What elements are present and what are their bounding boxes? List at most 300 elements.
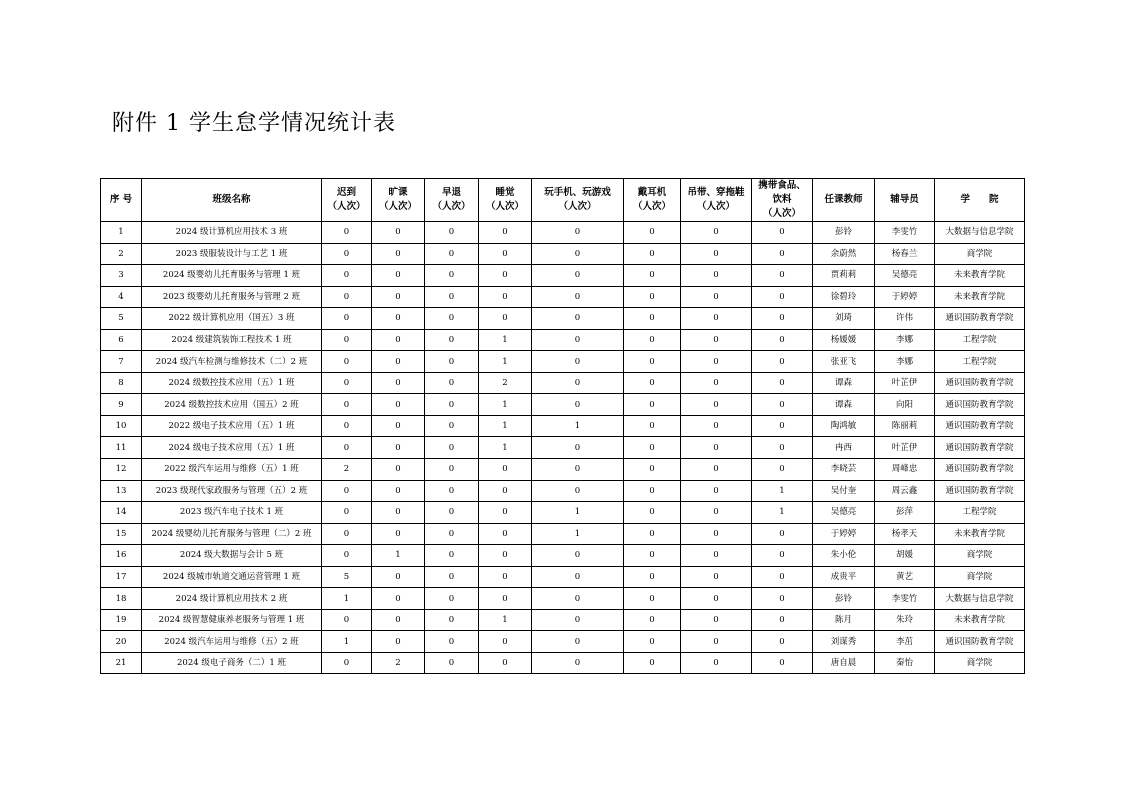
cell-col-early-leave: 0 (425, 459, 479, 481)
cell-col-counselor: 陈丽莉 (875, 415, 935, 437)
cell-col-attire: 0 (681, 222, 752, 244)
cell-col-late: 0 (322, 545, 372, 567)
cell-col-attire: 0 (681, 459, 752, 481)
cell-col-late: 0 (322, 286, 372, 308)
cell-col-food-drink: 0 (752, 351, 813, 373)
cell-col-seq: 9 (101, 394, 142, 416)
cell-col-class-name: 2024 级城市轨道交通运营管理 1 班 (142, 566, 322, 588)
cell-col-seq: 17 (101, 566, 142, 588)
cell-col-early-leave: 0 (425, 394, 479, 416)
cell-col-earphones: 0 (624, 351, 681, 373)
cell-col-teacher: 刘琦 (813, 308, 875, 330)
cell-col-food-drink: 0 (752, 545, 813, 567)
header-col-sleep: 睡觉 （人次） (479, 179, 532, 222)
cell-col-early-leave: 0 (425, 652, 479, 674)
cell-col-college: 通识国防教育学院 (935, 631, 1025, 653)
cell-col-food-drink: 0 (752, 609, 813, 631)
cell-col-late: 0 (322, 265, 372, 287)
cell-col-food-drink: 0 (752, 394, 813, 416)
cell-col-early-leave: 0 (425, 351, 479, 373)
cell-col-earphones: 0 (624, 394, 681, 416)
cell-col-early-leave: 0 (425, 588, 479, 610)
cell-col-college: 商学院 (935, 566, 1025, 588)
cell-col-college: 通识国防教育学院 (935, 372, 1025, 394)
cell-col-earphones: 0 (624, 265, 681, 287)
cell-col-teacher: 刘谋秀 (813, 631, 875, 653)
cell-col-earphones: 0 (624, 372, 681, 394)
cell-col-sleep: 1 (479, 351, 532, 373)
cell-col-absent: 0 (372, 631, 425, 653)
cell-col-food-drink: 0 (752, 265, 813, 287)
cell-col-late: 0 (322, 308, 372, 330)
cell-col-attire: 0 (681, 523, 752, 545)
cell-col-counselor: 吴德亮 (875, 265, 935, 287)
header-col-food-drink: 携带食品、 饮料 （人次） (752, 179, 813, 222)
cell-col-late: 0 (322, 415, 372, 437)
cell-col-early-leave: 0 (425, 329, 479, 351)
cell-col-food-drink: 1 (752, 502, 813, 524)
cell-col-teacher: 张亚飞 (813, 351, 875, 373)
cell-col-class-name: 2024 级汽车运用与维修（五）2 班 (142, 631, 322, 653)
cell-col-phone-game: 0 (532, 329, 624, 351)
header-col-counselor: 辅导员 (875, 179, 935, 222)
cell-col-late: 0 (322, 480, 372, 502)
cell-col-earphones: 0 (624, 631, 681, 653)
cell-col-attire: 0 (681, 286, 752, 308)
cell-col-phone-game: 0 (532, 631, 624, 653)
cell-col-college: 商学院 (935, 243, 1025, 265)
cell-col-attire: 0 (681, 415, 752, 437)
cell-col-class-name: 2022 级计算机应用（国五）3 班 (142, 308, 322, 330)
table-row (101, 609, 1025, 631)
header-col-early-leave: 早退 （人次） (425, 179, 479, 222)
cell-col-seq: 13 (101, 480, 142, 502)
cell-col-class-name: 2023 级婴幼儿托育服务与管理 2 班 (142, 286, 322, 308)
cell-col-counselor: 朱玲 (875, 609, 935, 631)
cell-col-counselor: 周峰忠 (875, 459, 935, 481)
cell-col-early-leave: 0 (425, 243, 479, 265)
cell-col-teacher: 贾莉莉 (813, 265, 875, 287)
header-col-absent: 旷课 （人次） (372, 179, 425, 222)
cell-col-seq: 21 (101, 652, 142, 674)
cell-col-sleep: 0 (479, 265, 532, 287)
cell-col-college: 通识国防教育学院 (935, 437, 1025, 459)
cell-col-absent: 0 (372, 243, 425, 265)
cell-col-late: 0 (322, 502, 372, 524)
table-row (101, 308, 1025, 330)
table-row (101, 437, 1025, 459)
header-col-late: 迟到 （人次） (322, 179, 372, 222)
cell-col-class-name: 2024 级大数据与会计 5 班 (142, 545, 322, 567)
cell-col-attire: 0 (681, 372, 752, 394)
cell-col-earphones: 0 (624, 609, 681, 631)
cell-col-college: 工程学院 (935, 502, 1025, 524)
cell-col-absent: 0 (372, 222, 425, 244)
cell-col-phone-game: 0 (532, 222, 624, 244)
table-row (101, 265, 1025, 287)
table-row (101, 286, 1025, 308)
cell-col-teacher: 徐碧玲 (813, 286, 875, 308)
cell-col-sleep: 0 (479, 566, 532, 588)
cell-col-earphones: 0 (624, 437, 681, 459)
cell-col-phone-game: 0 (532, 243, 624, 265)
cell-col-sleep: 1 (479, 437, 532, 459)
cell-col-counselor: 李娜 (875, 329, 935, 351)
cell-col-late: 5 (322, 566, 372, 588)
cell-col-class-name: 2024 级建筑装饰工程技术 1 班 (142, 329, 322, 351)
cell-col-class-name: 2023 级服装设计与工艺 1 班 (142, 243, 322, 265)
cell-col-counselor: 李雯竹 (875, 222, 935, 244)
table-row (101, 329, 1025, 351)
cell-col-attire: 0 (681, 588, 752, 610)
cell-col-late: 0 (322, 394, 372, 416)
header-col-teacher: 任课教师 (813, 179, 875, 222)
cell-col-phone-game: 0 (532, 286, 624, 308)
cell-col-seq: 5 (101, 308, 142, 330)
cell-col-teacher: 冉西 (813, 437, 875, 459)
cell-col-attire: 0 (681, 265, 752, 287)
cell-col-absent: 0 (372, 437, 425, 459)
cell-col-early-leave: 0 (425, 308, 479, 330)
cell-col-phone-game: 0 (532, 437, 624, 459)
cell-col-sleep: 0 (479, 459, 532, 481)
cell-col-earphones: 0 (624, 329, 681, 351)
cell-col-absent: 0 (372, 286, 425, 308)
cell-col-teacher: 彭铃 (813, 222, 875, 244)
cell-col-early-leave: 0 (425, 566, 479, 588)
cell-col-earphones: 0 (624, 243, 681, 265)
table-row (101, 243, 1025, 265)
cell-col-earphones: 0 (624, 459, 681, 481)
stats-table (100, 178, 1025, 674)
cell-col-sleep: 1 (479, 394, 532, 416)
cell-col-absent: 0 (372, 459, 425, 481)
cell-col-college: 大数据与信息学院 (935, 222, 1025, 244)
cell-col-college: 通识国防教育学院 (935, 459, 1025, 481)
header-col-phone-game: 玩手机、玩游戏 （人次） (532, 179, 624, 222)
cell-col-earphones: 0 (624, 502, 681, 524)
cell-col-phone-game: 0 (532, 308, 624, 330)
cell-col-attire: 0 (681, 480, 752, 502)
cell-col-early-leave: 0 (425, 222, 479, 244)
cell-col-class-name: 2024 级数控技术应用（五）1 班 (142, 372, 322, 394)
cell-col-college: 通识国防教育学院 (935, 394, 1025, 416)
cell-col-seq: 12 (101, 459, 142, 481)
cell-col-class-name: 2024 级电子商务（二）1 班 (142, 652, 322, 674)
cell-col-late: 0 (322, 243, 372, 265)
cell-col-college: 未来教育学院 (935, 609, 1025, 631)
cell-col-food-drink: 0 (752, 523, 813, 545)
cell-col-class-name: 2024 级汽车检测与维修技术（二）2 班 (142, 351, 322, 373)
table-row (101, 222, 1025, 244)
cell-col-food-drink: 0 (752, 329, 813, 351)
cell-col-absent: 0 (372, 502, 425, 524)
cell-col-college: 未来教育学院 (935, 523, 1025, 545)
cell-col-seq: 16 (101, 545, 142, 567)
cell-col-food-drink: 1 (752, 480, 813, 502)
cell-col-early-leave: 0 (425, 480, 479, 502)
cell-col-sleep: 0 (479, 545, 532, 567)
cell-col-absent: 0 (372, 308, 425, 330)
cell-col-early-leave: 0 (425, 437, 479, 459)
cell-col-counselor: 向阳 (875, 394, 935, 416)
cell-col-phone-game: 0 (532, 372, 624, 394)
cell-col-early-leave: 0 (425, 631, 479, 653)
cell-col-teacher: 成贵平 (813, 566, 875, 588)
cell-col-food-drink: 0 (752, 415, 813, 437)
table-row (101, 415, 1025, 437)
cell-col-attire: 0 (681, 351, 752, 373)
cell-col-counselor: 杨春兰 (875, 243, 935, 265)
cell-col-phone-game: 0 (532, 566, 624, 588)
cell-col-counselor: 许伟 (875, 308, 935, 330)
cell-col-attire: 0 (681, 394, 752, 416)
cell-col-class-name: 2024 级电子技术应用（五）1 班 (142, 437, 322, 459)
cell-col-early-leave: 0 (425, 415, 479, 437)
table-body (101, 222, 1025, 674)
cell-col-absent: 0 (372, 372, 425, 394)
cell-col-earphones: 0 (624, 652, 681, 674)
cell-col-sleep: 1 (479, 609, 532, 631)
cell-col-class-name: 2024 级智慧健康养老服务与管理 1 班 (142, 609, 322, 631)
cell-col-college: 未来教育学院 (935, 265, 1025, 287)
cell-col-earphones: 0 (624, 566, 681, 588)
cell-col-food-drink: 0 (752, 652, 813, 674)
cell-col-seq: 18 (101, 588, 142, 610)
cell-col-food-drink: 0 (752, 286, 813, 308)
cell-col-seq: 2 (101, 243, 142, 265)
cell-col-teacher: 余蔚然 (813, 243, 875, 265)
cell-col-phone-game: 0 (532, 459, 624, 481)
cell-col-earphones: 0 (624, 415, 681, 437)
cell-col-teacher: 彭铃 (813, 588, 875, 610)
cell-col-phone-game: 1 (532, 415, 624, 437)
cell-col-counselor: 李茁 (875, 631, 935, 653)
cell-col-late: 1 (322, 631, 372, 653)
cell-col-counselor: 周云鑫 (875, 480, 935, 502)
cell-col-class-name: 2023 级现代家政服务与管理（五）2 班 (142, 480, 322, 502)
cell-col-late: 0 (322, 329, 372, 351)
cell-col-earphones: 0 (624, 308, 681, 330)
cell-col-college: 大数据与信息学院 (935, 588, 1025, 610)
cell-col-teacher: 谭森 (813, 394, 875, 416)
cell-col-food-drink: 0 (752, 631, 813, 653)
cell-col-food-drink: 0 (752, 588, 813, 610)
cell-col-early-leave: 0 (425, 372, 479, 394)
cell-col-sleep: 0 (479, 631, 532, 653)
cell-col-seq: 19 (101, 609, 142, 631)
cell-col-class-name: 2023 级汽车电子技术 1 班 (142, 502, 322, 524)
cell-col-class-name: 2022 级汽车运用与维修（五）1 班 (142, 459, 322, 481)
cell-col-sleep: 0 (479, 243, 532, 265)
cell-col-teacher: 谭森 (813, 372, 875, 394)
cell-col-seq: 4 (101, 286, 142, 308)
cell-col-absent: 0 (372, 566, 425, 588)
cell-col-late: 0 (322, 523, 372, 545)
cell-col-seq: 6 (101, 329, 142, 351)
cell-col-seq: 10 (101, 415, 142, 437)
cell-col-seq: 1 (101, 222, 142, 244)
cell-col-earphones: 0 (624, 222, 681, 244)
cell-col-college: 通识国防教育学院 (935, 308, 1025, 330)
cell-col-teacher: 李晓芸 (813, 459, 875, 481)
cell-col-sleep: 0 (479, 523, 532, 545)
cell-col-absent: 1 (372, 545, 425, 567)
cell-col-food-drink: 0 (752, 459, 813, 481)
cell-col-sleep: 0 (479, 222, 532, 244)
cell-col-early-leave: 0 (425, 286, 479, 308)
cell-col-counselor: 李雯竹 (875, 588, 935, 610)
header-col-attire: 吊带、穿拖鞋 （人次） (681, 179, 752, 222)
cell-col-late: 1 (322, 588, 372, 610)
cell-col-seq: 3 (101, 265, 142, 287)
cell-col-teacher: 朱小伦 (813, 545, 875, 567)
table-row (101, 588, 1025, 610)
cell-col-college: 商学院 (935, 652, 1025, 674)
cell-col-sleep: 0 (479, 308, 532, 330)
cell-col-sleep: 1 (479, 415, 532, 437)
cell-col-food-drink: 0 (752, 437, 813, 459)
cell-col-class-name: 2024 级婴幼儿托育服务与管理 1 班 (142, 265, 322, 287)
cell-col-teacher: 陶鸿敏 (813, 415, 875, 437)
cell-col-phone-game: 0 (532, 609, 624, 631)
cell-col-late: 0 (322, 222, 372, 244)
cell-col-attire: 0 (681, 631, 752, 653)
cell-col-late: 0 (322, 372, 372, 394)
cell-col-phone-game: 0 (532, 652, 624, 674)
cell-col-counselor: 胡媛 (875, 545, 935, 567)
cell-col-seq: 8 (101, 372, 142, 394)
table-row (101, 545, 1025, 567)
cell-col-attire: 0 (681, 566, 752, 588)
cell-col-earphones: 0 (624, 286, 681, 308)
cell-col-teacher: 杨媛媛 (813, 329, 875, 351)
cell-col-phone-game: 0 (532, 480, 624, 502)
cell-col-teacher: 于婷婷 (813, 523, 875, 545)
table-row (101, 652, 1025, 674)
cell-col-earphones: 0 (624, 523, 681, 545)
cell-col-attire: 0 (681, 609, 752, 631)
table-header-row (101, 179, 1025, 222)
cell-col-absent: 0 (372, 265, 425, 287)
cell-col-late: 0 (322, 652, 372, 674)
cell-col-class-name: 2024 级数控技术应用（国五）2 班 (142, 394, 322, 416)
cell-col-early-leave: 0 (425, 523, 479, 545)
cell-col-absent: 0 (372, 588, 425, 610)
cell-col-late: 0 (322, 351, 372, 373)
cell-col-phone-game: 0 (532, 394, 624, 416)
cell-col-phone-game: 0 (532, 265, 624, 287)
cell-col-counselor: 叶芷伊 (875, 437, 935, 459)
cell-col-counselor: 秦怡 (875, 652, 935, 674)
table-row (101, 480, 1025, 502)
table-row (101, 631, 1025, 653)
cell-col-absent: 2 (372, 652, 425, 674)
cell-col-class-name: 2024 级婴幼儿托育服务与管理（二）2 班 (142, 523, 322, 545)
cell-col-food-drink: 0 (752, 222, 813, 244)
cell-col-absent: 0 (372, 351, 425, 373)
cell-col-sleep: 0 (479, 502, 532, 524)
cell-col-phone-game: 0 (532, 351, 624, 373)
header-col-seq: 序 号 (101, 179, 142, 222)
table-row (101, 502, 1025, 524)
cell-col-phone-game: 0 (532, 545, 624, 567)
cell-col-college: 通识国防教育学院 (935, 480, 1025, 502)
cell-col-college: 未来教育学院 (935, 286, 1025, 308)
cell-col-phone-game: 1 (532, 502, 624, 524)
table-row (101, 394, 1025, 416)
cell-col-absent: 0 (372, 394, 425, 416)
cell-col-absent: 0 (372, 329, 425, 351)
cell-col-counselor: 李娜 (875, 351, 935, 373)
header-col-class-name: 班级名称 (142, 179, 322, 222)
table-row (101, 372, 1025, 394)
cell-col-attire: 0 (681, 502, 752, 524)
cell-col-attire: 0 (681, 437, 752, 459)
cell-col-food-drink: 0 (752, 243, 813, 265)
cell-col-food-drink: 0 (752, 372, 813, 394)
cell-col-teacher: 陈月 (813, 609, 875, 631)
cell-col-absent: 0 (372, 609, 425, 631)
cell-col-college: 工程学院 (935, 351, 1025, 373)
cell-col-attire: 0 (681, 243, 752, 265)
cell-col-attire: 0 (681, 545, 752, 567)
cell-col-teacher: 吴付奎 (813, 480, 875, 502)
cell-col-seq: 11 (101, 437, 142, 459)
cell-col-attire: 0 (681, 329, 752, 351)
table-row (101, 566, 1025, 588)
cell-col-attire: 0 (681, 652, 752, 674)
cell-col-seq: 14 (101, 502, 142, 524)
cell-col-class-name: 2024 级计算机应用技术 3 班 (142, 222, 322, 244)
table-row (101, 523, 1025, 545)
cell-col-absent: 0 (372, 480, 425, 502)
cell-col-sleep: 0 (479, 652, 532, 674)
cell-col-sleep: 0 (479, 588, 532, 610)
cell-col-absent: 0 (372, 415, 425, 437)
cell-col-sleep: 0 (479, 286, 532, 308)
cell-col-class-name: 2024 级计算机应用技术 2 班 (142, 588, 322, 610)
cell-col-early-leave: 0 (425, 545, 479, 567)
cell-col-late: 0 (322, 437, 372, 459)
cell-col-class-name: 2022 级电子技术应用（五）1 班 (142, 415, 322, 437)
cell-col-counselor: 黄艺 (875, 566, 935, 588)
cell-col-counselor: 杨孝天 (875, 523, 935, 545)
page-title: 附件 1 学生怠学情况统计表 (112, 111, 396, 136)
cell-col-phone-game: 0 (532, 588, 624, 610)
cell-col-earphones: 0 (624, 588, 681, 610)
header-col-college: 学 院 (935, 179, 1025, 222)
cell-col-food-drink: 0 (752, 308, 813, 330)
cell-col-early-leave: 0 (425, 265, 479, 287)
table-row (101, 351, 1025, 373)
cell-col-college: 通识国防教育学院 (935, 415, 1025, 437)
cell-col-college: 工程学院 (935, 329, 1025, 351)
cell-col-phone-game: 1 (532, 523, 624, 545)
cell-col-college: 商学院 (935, 545, 1025, 567)
cell-col-late: 2 (322, 459, 372, 481)
cell-col-earphones: 0 (624, 480, 681, 502)
cell-col-early-leave: 0 (425, 609, 479, 631)
cell-col-early-leave: 0 (425, 502, 479, 524)
cell-col-earphones: 0 (624, 545, 681, 567)
cell-col-teacher: 吴德亮 (813, 502, 875, 524)
cell-col-absent: 0 (372, 523, 425, 545)
cell-col-teacher: 唐自晨 (813, 652, 875, 674)
cell-col-sleep: 2 (479, 372, 532, 394)
cell-col-counselor: 于婷婷 (875, 286, 935, 308)
table-row (101, 459, 1025, 481)
